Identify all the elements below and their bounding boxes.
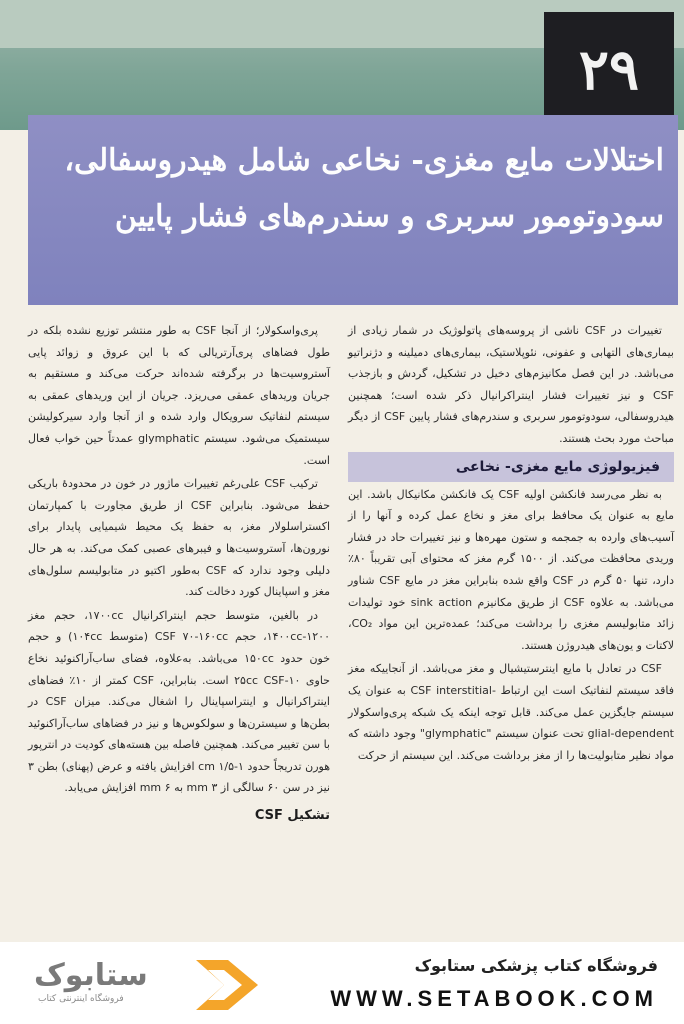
left-paragraph-3: در بالغین، متوسط حجم اینتراکرانیال ۱۷۰۰cc، حجم مغز ۱۴۰۰cc-۱۲۰۰، حجم CSF ۷۰-۱۶۰cc (متوسط ۱۰۴cc) و حجم خون حدود ۱۵۰cc می‌باشد. به‌علاوه، فضای ساب‌آراکنوئید نخاع حاوی ۱۰-۲۵cc CSF است. بنابراین، CSF کمتر از ۱۰٪ فضاهای اینتراکرانیال و اینتراسپاینال را اشغال می‌کند. میزان CSF در بطن‌ها و سیسترن‌ها و سولکوس‌ها و نیز در فضاهای ساب‌آراکنوئید با سن تغییر می‌کند. همچنین فاصله بین هسته‌های کودیت در انترپور هورن تدریجاً حدود ۱-۱/۵ cm افزایش یافته و عرض (پهنای) بطن ۳ نیز در سن ۶۰ سالگی از ۳ mm به ۶ mm افزایش می‌یابد. [28, 608, 331, 795]
sub-heading: تشکیل CSF [254, 808, 330, 824]
physiology-paragraph-2: CSF در تعادل با مایع اینترستیشیال و مغز می‌باشد. از آنجاییکه مغز فاقد سیستم لنفاتیک است این ارتباط -CSF interstitial به عنوان یک سیستم جایگزین عمل می‌کند. قابل توجه اینکه یک شبکه پری‌واسکولار glial-dependent تحت عنوان سیستم "glymphatic" وجود داشته که مواد نظیر متابولیت‌ها را از مغز برداشت می‌کند. این سیستم از حرکت [348, 662, 674, 762]
left-column [28, 320, 330, 827]
chapter-number: ۲۹ [544, 12, 674, 128]
section-heading: فیزیولوژی مایع مغزی- نخاعی [348, 452, 674, 482]
logo-text: ستابوک [34, 958, 148, 993]
logo-subtitle: فروشگاه اینترنتی کتاب [38, 994, 124, 1004]
right-column [348, 320, 674, 768]
footer-banner [0, 942, 684, 1024]
chapter-title-line-1: اختلالات مایع مغزی- نخاعی شامل هیدروسفالی، [64, 143, 664, 178]
chapter-title [42, 133, 664, 245]
physiology-paragraph-1: به نظر می‌رسد فانکشن اولیه CSF یک فانکشن مکانیکال باشد. این مایع به عنوان یک محافظ برای مغز و نخاع عمل کرده و آنها را از آسیب‌های وارده به جمجمه و ستون مهره‌ها و نیز تغییرات حاد در فشار وریدی محافظت می‌کند. از ۱۵۰۰ گرم مغز که محتوای آبی تقریباً ۸۰٪ دارد، تنها ۵۰ گرم در CSF واقع شده بنابراین مغز در مایع CSF شناور می‌باشد. به علاوه CSF از طریق مکانیزم sink action خود تولیدات زائد متابولیسم مغزی را برداشت می‌کند؛ عمده‌ترین این مواد CO₂، لاکتات و یون‌های هیدروژن هستند. [348, 487, 674, 652]
chapter-title-line-2: سودوتومور سربری و سندرم‌های فشار پایین [114, 199, 664, 234]
store-logo[interactable] [22, 954, 272, 1014]
left-paragraph-1: پری‌واسکولار؛ از آنجا CSF به طور منتشر توزیع نشده بلکه در طول فضاهای پری‌آرتریالی که با این عروق و زوائد پایی آستروسیت‌ها در برگرفته شده‌اند حرکت می‌کند و مستقیم به جریان وریدهای عمقی می‌ریزد. جریان از این وریدهای عمقی به سیستم لنفاتیک سرویکال وارد شده و از آنجا وارد سیرکولیشن سیستمیک می‌شود. سیستم glymphatic عمدتاً حین خواب فعال است. [28, 324, 330, 467]
store-name: فروشگاه کتاب پزشکی ستابوک [414, 956, 658, 975]
left-paragraph-2: ترکیب CSF علی‌رغم تغییرات ماژور در خون در محدودهٔ باریکی حفظ می‌شود. بنابراین CSF از طریق مجاورت با کمپارتمان اکسترا‌سلولار مغز، به حفظ یک محیط شیمیایی پایدار برای نورون‌ها، آستروسیت‌ها و فیبرهای عصبی کمک می‌کند. به هر حال دلیلی وجود ندارد که CSF به‌طور اکتیو در متابولیسم سلول‌های مغز و اسپاینال کورد دخالت کند. [28, 477, 331, 599]
store-url-link[interactable]: WWW.SETABOOK.COM [330, 986, 658, 1011]
chevron-logo-icon [194, 956, 264, 1014]
chapter-title-box [28, 115, 678, 305]
intro-paragraph: تغییرات در CSF ناشی از پروسه‌های پاتولوژیک در شمار زیادی از بیماری‌های التهابی و عفونی، نئوپلاستیک، بیماری‌های دمیلینه و دژنراتیو می‌باشد. در این فصل مکانیزم‌های دخیل در تشکیل، گردش و بازجذب CSF و نیز تغییرات فشار اینتراکرانیال ذکر شده است؛ همچنین هیدروسفالی، سودوتومور سربری و سندرم‌های فشار پایین CSF از دیگر مباحث مورد بحث هستند. [348, 324, 675, 445]
